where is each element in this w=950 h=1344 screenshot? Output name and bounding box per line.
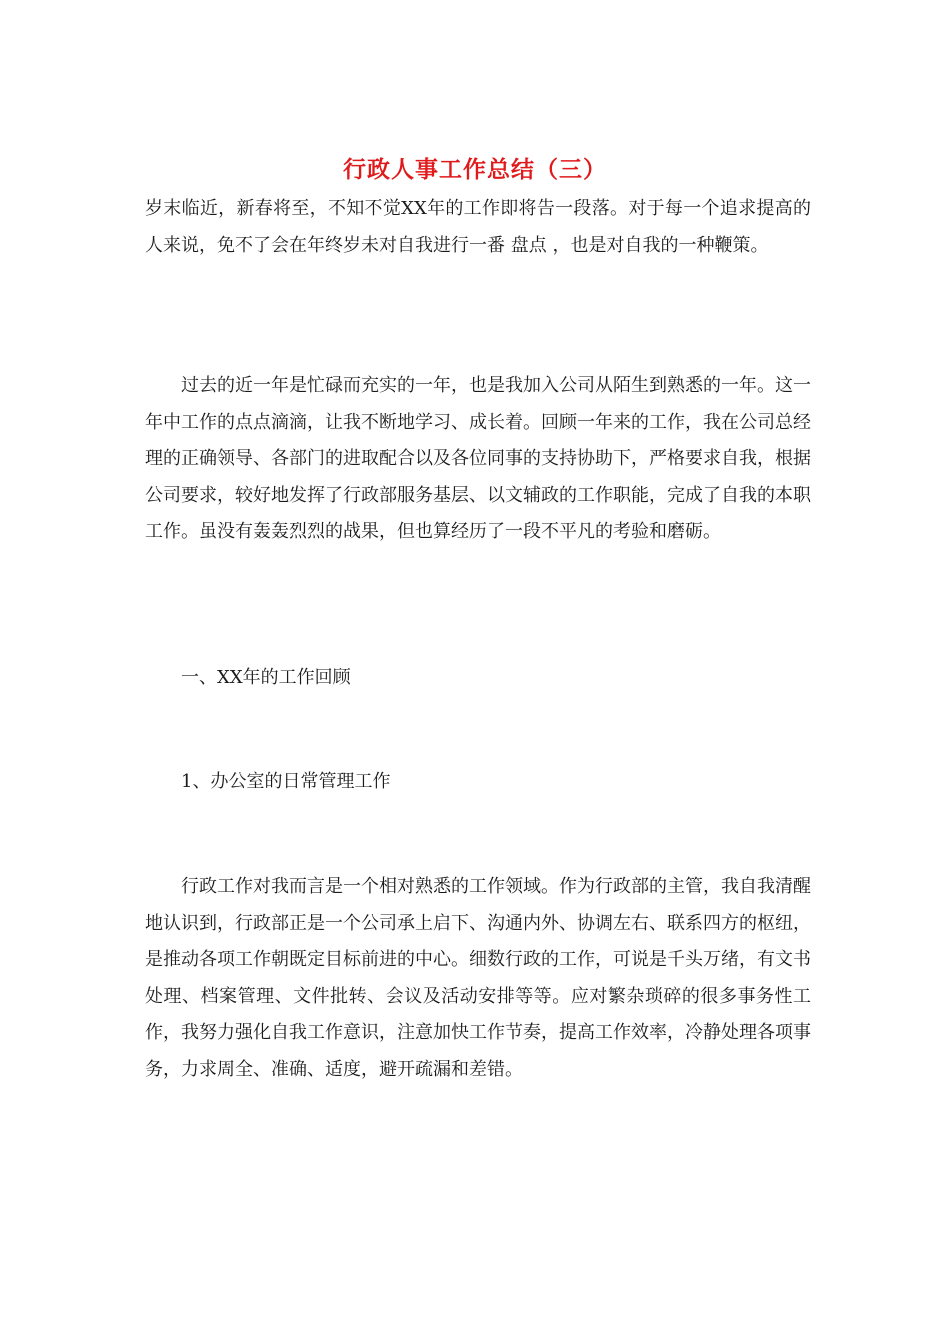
review-paragraph: 过去的近一年是忙碌而充实的一年，也是我加入公司从陌生到熟悉的一年。这一年中工作的点点滴滴，让我不断地学习、成长着。回顾一年来的工作，我在公司总经理的正确领导、各部门的进取配合以及各位同事的支持协助下，严格要求自我，根据公司要求，较好地发挥了行政部服务基层、以文辅政的工作职能，完成了自我的本职工作。虽没有轰轰烈烈的战果，但也算经历了一段不平凡的考验和磨砺。 xyxy=(145,375,811,543)
intro-paragraph: 岁末临近，新春将至，不知不觉XX年的工作即将告一段落。对于每一个追求提高的人来说，免不了会在年终岁未对自我进行一番 盘点 ，也是对自我的一种鞭策。 xyxy=(145,198,811,256)
document-title: 行政人事工作总结（三） xyxy=(343,157,607,183)
office-management-paragraph: 行政工作对我而言是一个相对熟悉的工作领域。作为行政部的主管，我自我清醒地认识到，行政部正是一个公司承上启下、沟通内外、协调左右、联系四方的枢纽，是推动各项工作朝既定目标前进的中心。细数行政的工作，可说是千头万绪，有文书处理、档案管理、文件批转、会议及活动安排等等。应对繁杂琐碎的很多事务性工作，我努力强化自我工作意识，注意加快工作节奏，提高工作效率，冷静处理各项事务，力求周全、准确、适度，避开疏漏和差错。 xyxy=(145,876,811,1080)
section-heading: 一、XX年的工作回顾 xyxy=(181,667,351,688)
subsection-heading: 1、办公室的日常管理工作 xyxy=(181,771,391,792)
